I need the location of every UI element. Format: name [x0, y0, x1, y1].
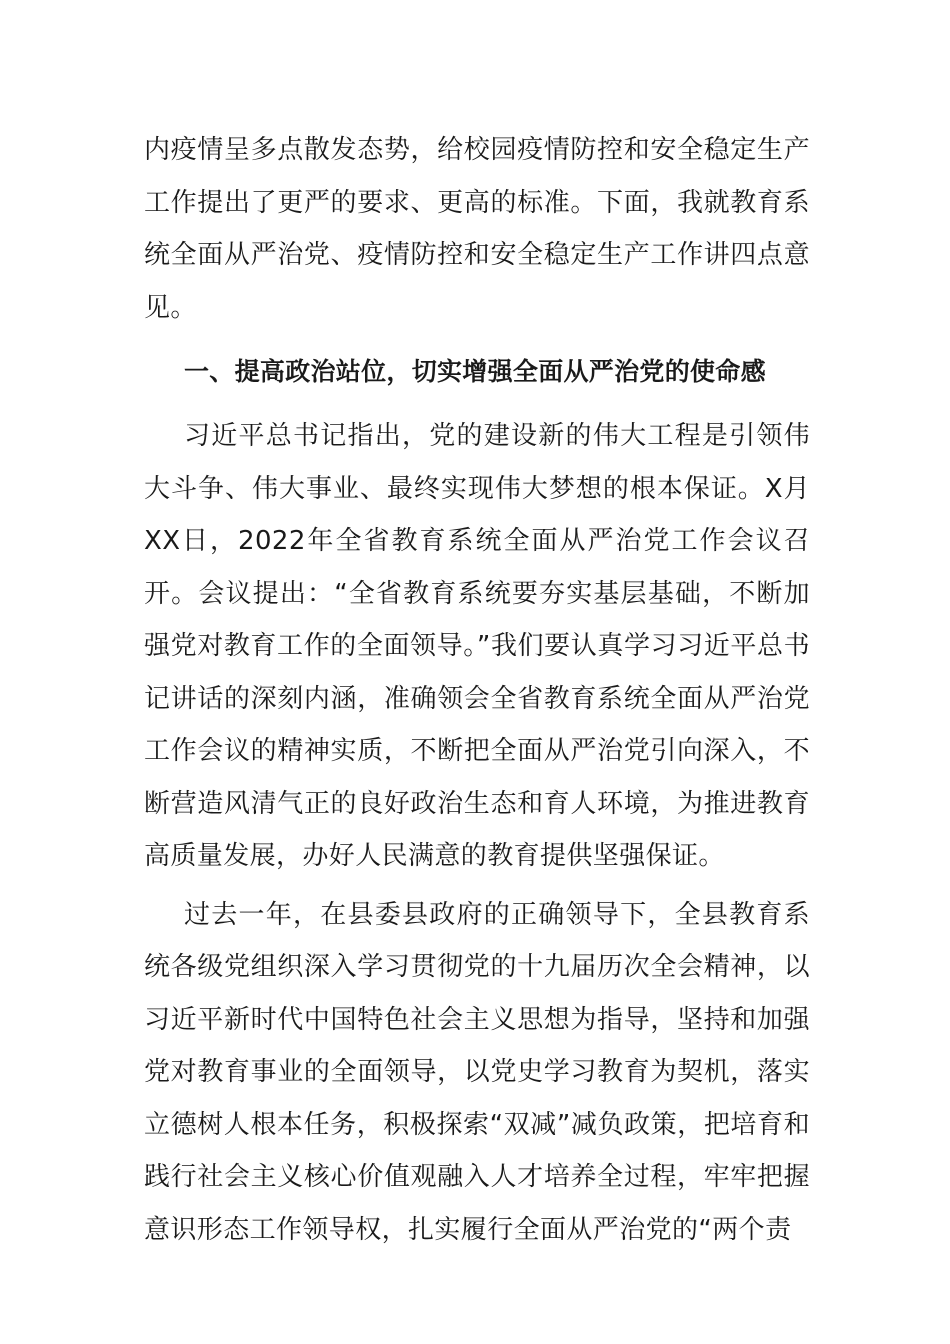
document-body	[144, 124, 810, 1256]
paragraph-intro: 内疫情呈多点散发态势，给校园疫情防控和安全稳定生产工作提出了更严的要求、更高的标准。下面，我就教育系统全面从严治党、疫情防控和安全稳定生产工作讲四点意见。	[144, 135, 810, 323]
section-heading-1: 一、提高政治站位，切实增强全面从严治党的使命感	[184, 357, 766, 386]
paragraph-section1-2: 过去一年，在县委县政府的正确领导下，全县教育系统各级党组织深入学习贯彻党的十九届历次全会精神，以习近平新时代中国特色社会主义思想为指导，坚持和加强党对教育事业的全面领导，以党史学习教育为契机，落实立德树人根本任务，积极探索“双减”减负政策，把培育和践行社会主义核心价值观融入人才培养全过程，牢牢把握意识形态工作领导权，扎实履行全面从严治党的“两个责	[144, 899, 810, 1245]
paragraph-section1-1: 习近平总书记指出，党的建设新的伟大工程是引领伟大斗争、伟大事业、最终实现伟大梦想的根本保证。X月XX日，2022年全省教育系统全面从严治党工作会议召开。会议提出：“全省教育系统要夯实基层基础，不断加强党对教育工作的全面领导。”我们要认真学习习近平总书记讲话的深刻内涵，准确领会全省教育系统全面从严治党工作会议的精神实质，不断把全面从严治党引向深入，不断营造风清气正的良好政治生态和育人环境，为推进教育高质量发展，办好人民满意的教育提供坚强保证。	[144, 421, 810, 871]
